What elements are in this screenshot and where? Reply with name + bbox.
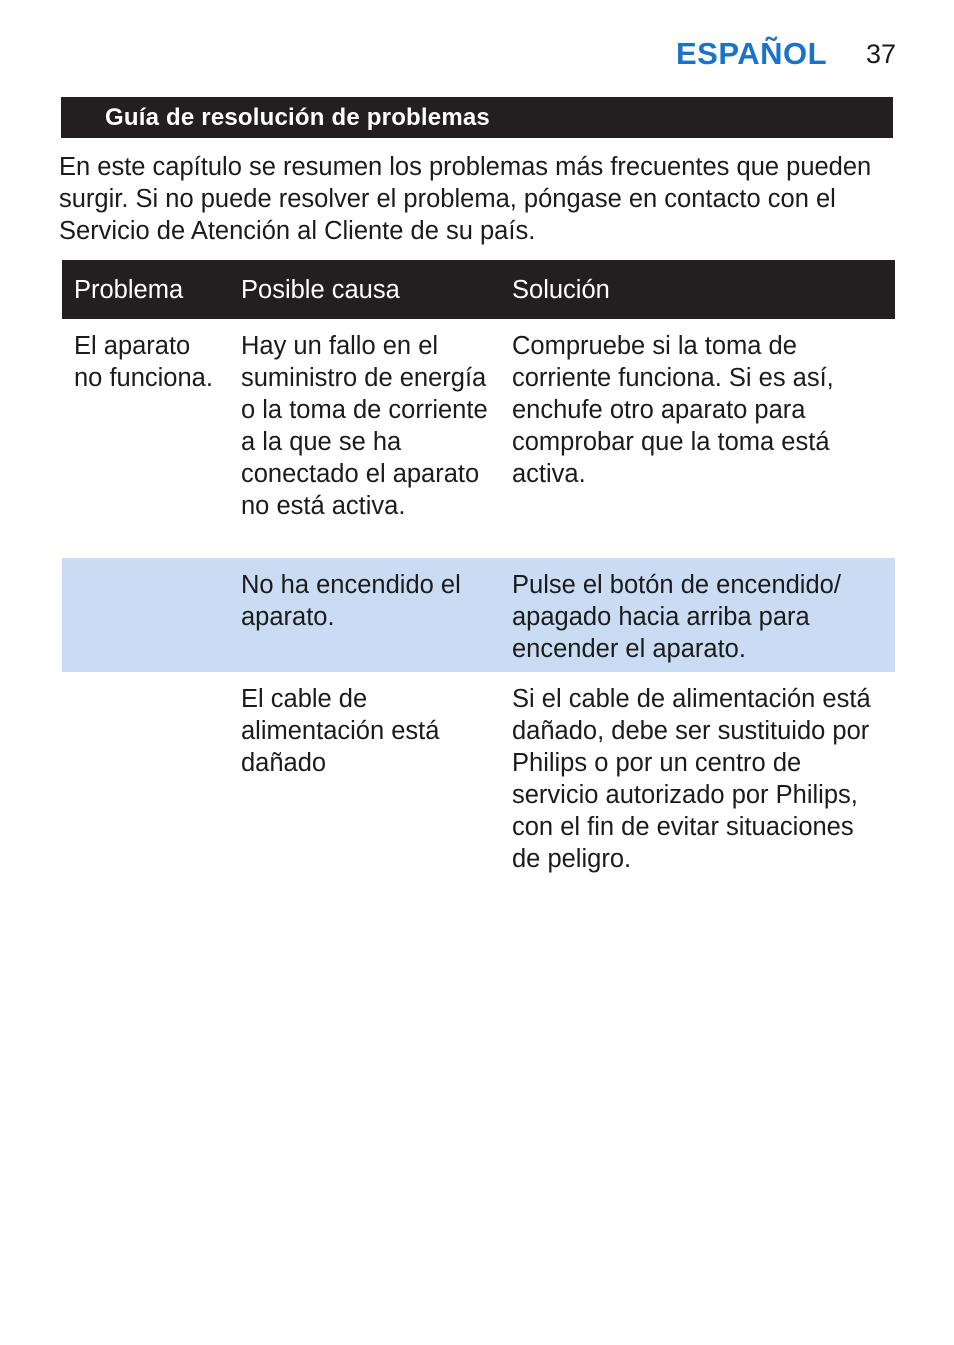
problem-cell: El aparato no funciona. [74,332,213,392]
solution-cell: Pulse el botón de encendido/ apagado hacia arriba para encender el aparato. [500,558,895,672]
section-header-bar [61,97,893,138]
troubleshooting-table [62,260,895,890]
table-row [62,558,895,672]
table-row [62,672,895,890]
column-header-problem: Problema [62,260,229,319]
cause-cell: Hay un fallo en el suministro de energía o la toma de corriente a la que se ha conectado el aparato no está activa. [241,332,488,520]
column-header-solution: Solución [500,260,895,319]
solution-cell: Compruebe si la toma de corriente funciona. Si es así, enchufe otro aparato para comprobar que la toma está activa. [512,332,834,488]
solution-cell: Si el cable de alimentación está dañado, debe ser sustituido por Philips o por un centro de servicio autorizado por Philips, con el fin de evitar situaciones de peligro. [512,685,871,873]
page-number: 37 [866,39,897,69]
section-title: Guía de resolución de problemas [105,104,490,131]
problem-cell [62,558,229,672]
cause-cell: No ha encendido el aparato. [229,558,500,672]
language-heading: ESPAÑOL [676,36,828,71]
cause-cell: El cable de alimentación está dañado [241,685,440,777]
intro-paragraph: En este capítulo se resumen los problemas más frecuentes que pueden surgir. Si no puede resolver el problema, póngase en contacto con el Servicio de Atención al Cliente de su país. [59,153,872,245]
table-row [62,319,895,558]
column-header-cause: Posible causa [229,260,500,319]
table-header-row [62,260,895,319]
problem-cell [62,672,229,890]
